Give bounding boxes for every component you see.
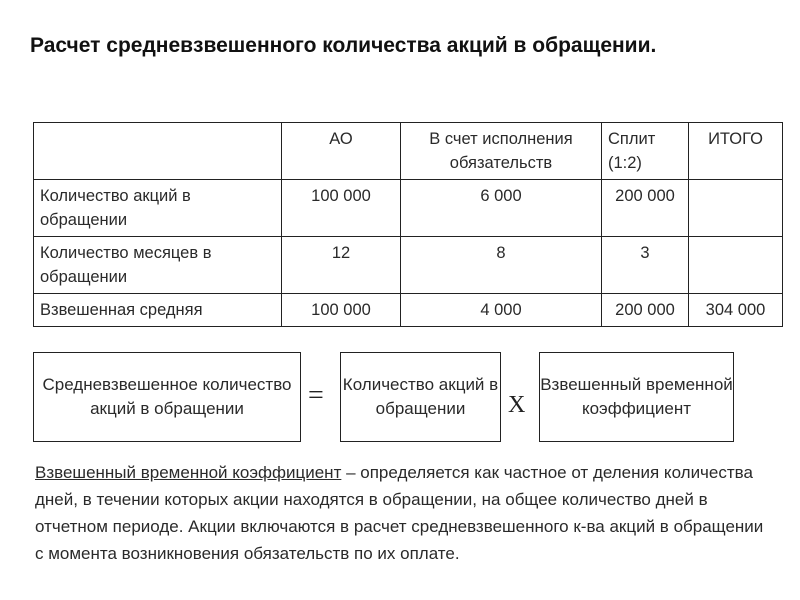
formula-box-weighted-shares xyxy=(33,352,301,442)
multiply-sign: Х xyxy=(508,392,526,418)
formula-box-shares-count xyxy=(340,352,501,442)
table-row xyxy=(34,294,783,327)
table-cell: 200 000 xyxy=(602,180,689,237)
formula-right-text: Взвешенный временной коэффициент xyxy=(540,375,733,418)
page-title: Расчет средневзвешенного количества акций в обращении. xyxy=(30,34,657,57)
table-cell: 12 xyxy=(282,237,401,294)
table-cell: 304 000 xyxy=(689,294,783,327)
definition-paragraph xyxy=(35,459,775,567)
equals-sign: = xyxy=(308,380,324,411)
table-cell: 100 000 xyxy=(282,180,401,237)
table-cell: 100 000 xyxy=(282,294,401,327)
header-cell-ao: АО xyxy=(282,123,401,180)
table-cell: 3 xyxy=(602,237,689,294)
row-label: Взвешенная средняя xyxy=(34,294,282,327)
definition-term: Взвешенный временной коэффициент xyxy=(35,463,342,482)
row-label: Количество месяцев в обращении xyxy=(34,237,282,294)
table-cell xyxy=(689,180,783,237)
formula-box-time-coefficient xyxy=(539,352,734,442)
header-cell-empty xyxy=(34,123,282,180)
formula-left-text: Средневзвешенное количество акций в обращении xyxy=(42,375,292,418)
formula-middle-text: Количество акций в обращении xyxy=(342,375,499,418)
table-row xyxy=(34,237,783,294)
definition-text: – определяется как частное от деления количества дней, в течении которых акции находятся в обращении, на общее количество дней в отчетном периоде. Акции включаются в расчет средневзвешенного к-ва акций в обращении с момента возникновения обязательств по их оплате. xyxy=(35,463,764,563)
table-cell: 200 000 xyxy=(602,294,689,327)
calculation-table xyxy=(33,122,783,327)
header-cell-total: ИТОГО xyxy=(689,123,783,180)
header-cell-obligations: В счет исполнения обязательств xyxy=(401,123,602,180)
table-header-row xyxy=(34,123,783,180)
table-cell: 6 000 xyxy=(401,180,602,237)
header-cell-split: Сплит (1:2) xyxy=(602,123,689,180)
table-cell: 4 000 xyxy=(401,294,602,327)
row-label: Количество акций в обращении xyxy=(34,180,282,237)
table-row xyxy=(34,180,783,237)
table-cell xyxy=(689,237,783,294)
table-cell: 8 xyxy=(401,237,602,294)
